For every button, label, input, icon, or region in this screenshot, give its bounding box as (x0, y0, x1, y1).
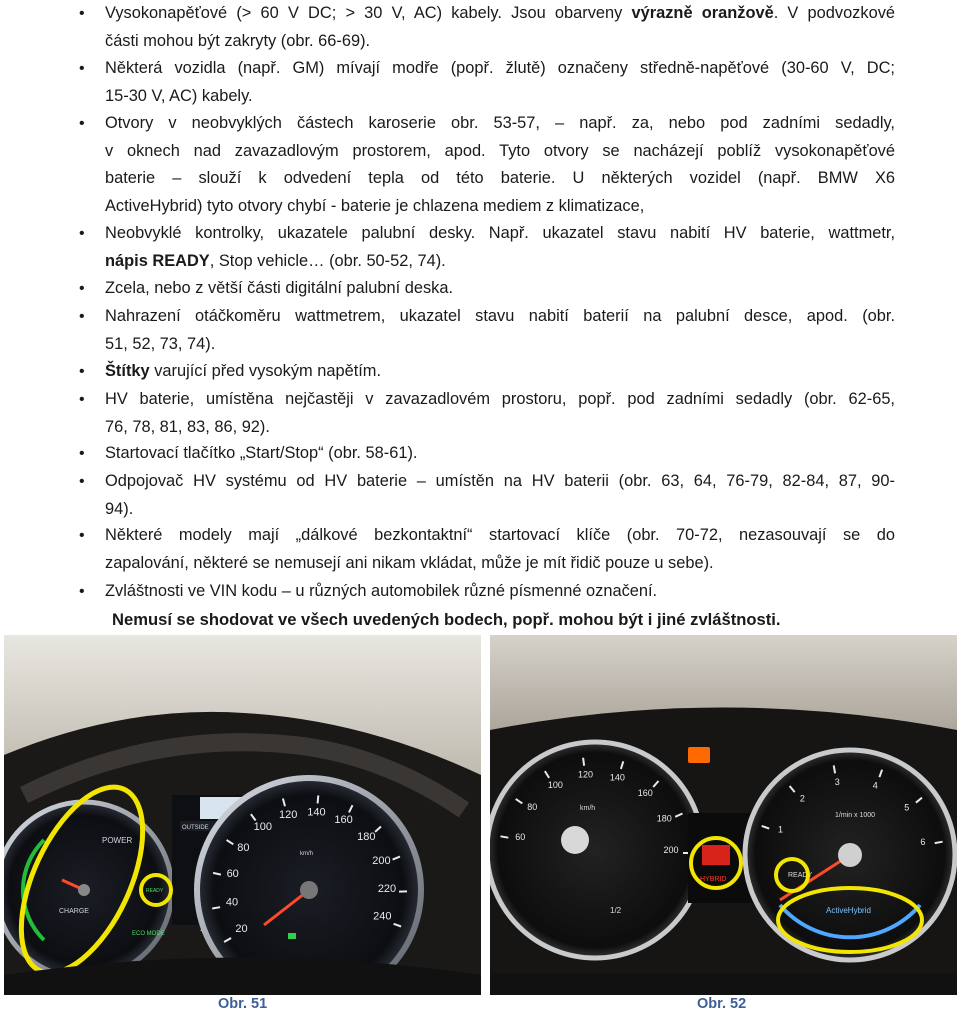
ready-label-51: READY (146, 888, 164, 894)
bullet-marker: • (79, 527, 85, 544)
gauge-tick-label: 3 (834, 777, 840, 788)
gauge-tick-label: 120 (279, 808, 298, 821)
list-item (79, 468, 895, 523)
gauge-tick-label: 5 (904, 802, 910, 813)
text-line: Štítky varující před vysokým napětím. (105, 362, 382, 380)
gauge-tick-mark (834, 765, 835, 773)
gauge-tick-label: 60 (226, 868, 239, 880)
figure-52-photo (490, 635, 957, 995)
text-line: Neobvyklé kontrolky, ukazatele palubní desky. Např. ukazatel stavu nabití HV baterie, wattmetr, (105, 224, 895, 242)
text-line: zapalování, některé se nemusejí ani nikam vkládat, může je mít řidič pouze u sebe). (105, 553, 714, 572)
gauge-tick-label: 140 (609, 772, 625, 783)
gauge-tick-label: 220 (377, 882, 397, 895)
gauge-tick-mark (212, 907, 220, 908)
gauge-tick-label: 60 (515, 831, 526, 842)
text-line: Odpojovač HV systému od HV baterie – umístěn na HV baterii (obr. 63, 64, 76-79, 82-84, 87, 90- (105, 472, 895, 490)
gauge-tick-mark (318, 795, 319, 803)
text-line: baterie – slouží k odvedení tepla od této baterie. U některých vozidel (např. BMW X6 (105, 169, 895, 187)
outside-label: OUTSIDE (182, 825, 209, 831)
list-item (79, 275, 895, 303)
bullet-marker: • (79, 391, 85, 408)
text-line: 15-30 V, AC) kabely. (105, 86, 253, 105)
list-item (79, 0, 896, 55)
list-item (79, 386, 895, 441)
gauge-tick-label: 180 (357, 831, 376, 844)
bullet-marker: • (79, 5, 85, 22)
gauge-tick-label: 200 (663, 845, 679, 855)
eco-label: ECO MODE (132, 931, 165, 937)
list-item (79, 110, 895, 220)
gauge-tick-label: 100 (253, 821, 272, 834)
text-line: Otvory v neobvyklých částech karoserie obr. 53-57, – např. za, nebo pod zadními sedadly, (105, 114, 895, 132)
gauge-tick-label: 4 (872, 780, 878, 791)
text-line: části mohou být zakryty (obr. 66-69). (105, 31, 371, 50)
gauge-tick-label: 6 (920, 837, 926, 848)
list-item (79, 578, 895, 606)
power-label: POWER (102, 836, 133, 845)
figure-51-photo (4, 635, 481, 995)
list-item (79, 440, 895, 468)
text-line: Zvláštnosti ve VIN kodu – u různých automobilek různé písmenné označení. (105, 582, 658, 600)
charge-label: CHARGE (59, 908, 89, 915)
text-line: Nahrazení otáčkoměru wattmetrem, ukazatel stavu nabití baterií na palubní desce, apod. (obr. (105, 307, 895, 325)
gauge-tick-label: 240 (373, 910, 392, 923)
gauge-tick-label: 160 (637, 788, 653, 798)
text-line: Některé modely mají „dálkové bezkontaktní“ startovací klíče (obr. 70-72, nezasouvají se do (105, 526, 895, 544)
text-line: nápis READY, Stop vehicle… (obr. 50-52, 74). (105, 251, 446, 270)
gauge-tick-label: 120 (577, 769, 594, 780)
gauge-tick-label: 40 (225, 896, 239, 909)
rpm-label: 1/min x 1000 (835, 812, 876, 819)
figure-52-caption: Obr. 52 (697, 996, 747, 1012)
list-item (79, 522, 895, 577)
gauge-tick-mark (583, 758, 584, 766)
gauge-tick-label: 160 (334, 814, 353, 827)
text-line: 51, 52, 73, 74). (105, 334, 216, 353)
gauge-tick-label: 140 (307, 806, 326, 819)
text-line: HV baterie, umístěna nejčastěji v zavazadlovém prostoru, popř. pod zadními sedadly (obr. 62-65, (105, 390, 895, 408)
text-line: 76, 78, 81, 83, 86, 92). (105, 417, 270, 436)
bullet-marker: • (79, 473, 85, 490)
gauge-tick-label: 1 (777, 824, 784, 835)
bullet-marker: • (79, 280, 85, 297)
gauge-tick-label: 80 (527, 802, 538, 813)
list-item (79, 220, 895, 275)
gauge-tick-label: 180 (656, 813, 672, 824)
ready-label-52: READY (788, 872, 813, 879)
bullet-marker: • (79, 445, 85, 462)
gauge-tick-mark (501, 836, 509, 837)
text-line: Startovací tlačítko „Start/Stop“ (obr. 58-61). (105, 444, 418, 462)
note-bold: Nemusí se shodovat ve všech uvedených bodech, popř. mohou být i jiné zvláštnosti. (112, 610, 781, 629)
text-line: ActiveHybrid) tyto otvory chybí - baterie je chlazena mediem z klimatizace, (105, 196, 645, 215)
gauge-tick-mark (935, 842, 943, 843)
text-line: Zcela, nebo z větší části digitální palubní deska. (105, 279, 454, 297)
bullet-marker: • (79, 60, 85, 77)
activehybrid-label: ActiveHybrid (826, 906, 871, 915)
gauge-tick-label: 2 (799, 793, 805, 804)
text-line: Vysokonapěťové (> 60 V DC; > 30 V, AC) kabely. Jsou obarveny výrazně oranžově. V podvozkové (105, 4, 896, 22)
hybrid-label: HYBRID (700, 876, 727, 883)
list-item (79, 55, 895, 110)
gauge-tick-label: 100 (547, 780, 563, 791)
text-line: 94). (105, 499, 134, 518)
figure-51-caption: Obr. 51 (218, 996, 268, 1012)
gauge-tick-label: 20 (235, 923, 248, 935)
text-line: Některá vozidla (např. GM) mívají modře (popř. žlutě) označeny středně-napěťové (30-60 V, DC; (105, 59, 895, 77)
bullet-marker: • (79, 225, 85, 242)
bullet-marker: • (79, 308, 85, 325)
bullet-marker: • (79, 115, 85, 132)
text-line: v oknech nad zavazadlovým prostorem, apod. Tyto otvory se nacházejí poblíž vysokonapěťové (105, 141, 895, 160)
gauge-tick-label: 200 (372, 855, 391, 867)
bullet-marker: • (79, 363, 85, 380)
half-label: 1/2 (610, 906, 622, 915)
kmh-label-52: km/h (580, 805, 596, 812)
list-item (79, 358, 895, 386)
gauge-tick-label: 80 (237, 841, 250, 854)
kmh-label-51: km/h (300, 851, 314, 857)
list-item (79, 303, 895, 358)
bullet-marker: • (79, 583, 85, 600)
